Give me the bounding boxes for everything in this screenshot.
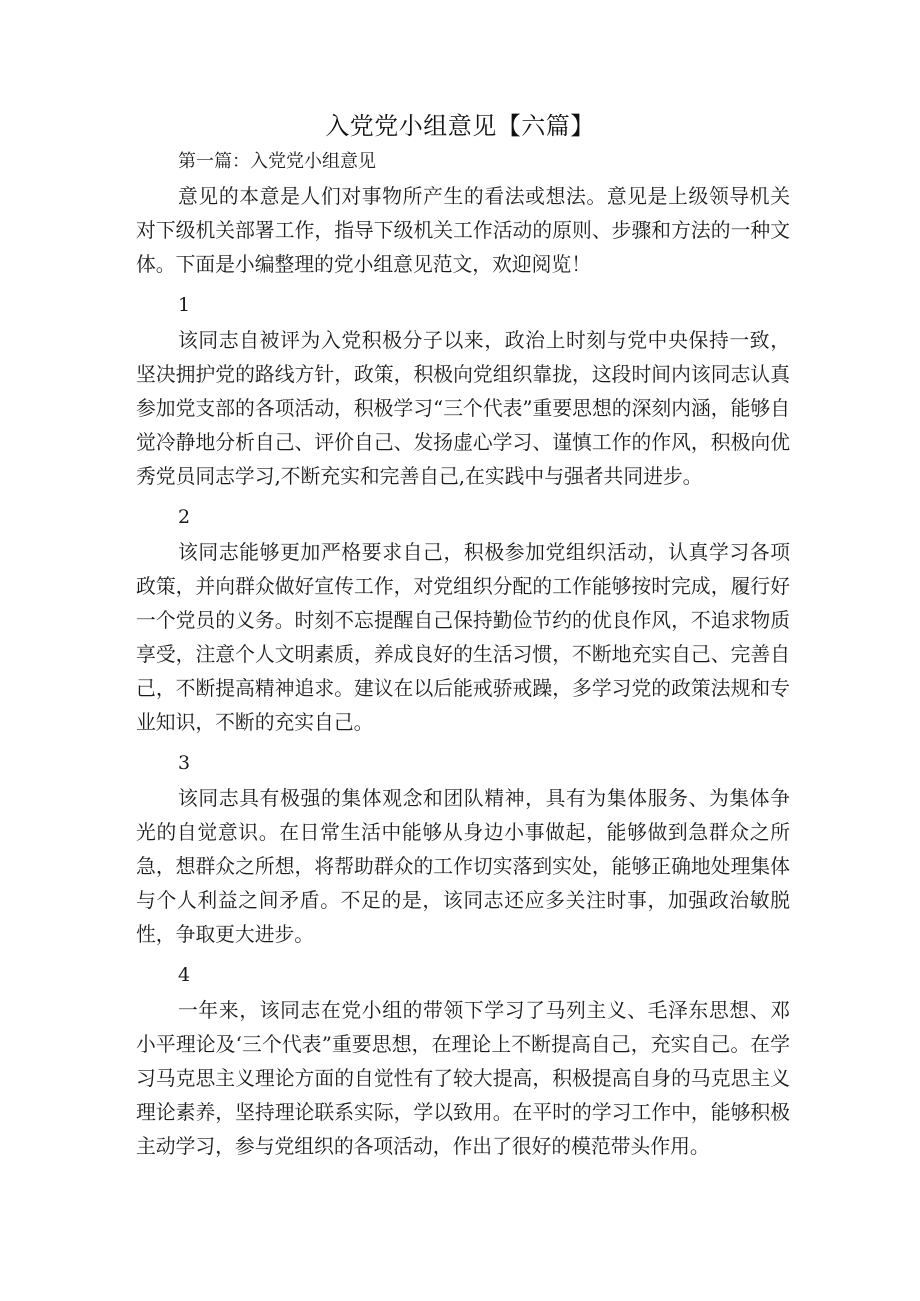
section-number: 2 <box>178 506 191 528</box>
section-paragraph: 一年来，该同志在党小组的带领下学习了马列主义、毛泽东思想、邓小平理论及‘三个代表”重要思想，在理论上不断提高自己，充实自己。在学习马克思主义理论方面的自觉性有了较大提高，积极提高自身的马克思主义理论素养，坚持理论联系实际，学以致用。在平时的学习工作中，能够积极主动学习，参与党组织的各项活动，作出了很好的模范带头作用。 <box>136 999 790 1158</box>
section-paragraph: 该同志具有极强的集体观念和团队精神，具有为集体服务、为集体争光的自觉意识。在日常生活中能够从身边小事做起，能够做到急群众之所急，想群众之所想，将帮助群众的工作切实落到实处，能够正确地处理集体与个人利益之间矛盾。不足的是，该同志还应多关注时事，加强政治敏脱性，争取更大进步。 <box>136 787 790 946</box>
document-body <box>136 148 790 1164</box>
section-number: 1 <box>178 294 191 316</box>
section-subtitle: 第一篇：入党党小组意见 <box>178 151 376 172</box>
section-paragraph: 该同志自被评为入党积极分子以来，政治上时刻与党中央保持一致，坚决拥护党的路线方针，政策，积极向党组织靠拢，这段时间内该同志认真参加党支部的各项活动，积极学习“三个代表”重要思想的深刻内涵，能够自觉冷静地分析自己、评价自己、发扬虚心学习、谨慎工作的作风，积极向优秀党员同志学习,不断充实和完善自己,在实践中与强者共同进步。 <box>136 329 790 488</box>
section-number: 4 <box>178 964 191 986</box>
document-title: 入党党小组意见【六篇】 <box>325 112 595 140</box>
intro-paragraph: 意见的本意是人们对事物所产生的看法或想法。意见是上级领导机关对下级机关部署工作，指导下级机关工作活动的原则、步骤和方法的一种文体。下面是小编整理的党小组意见范文，欢迎阅览！ <box>136 185 790 276</box>
section-paragraph: 该同志能够更加严格要求自己，积极参加党组织活动，认真学习各项政策，并向群众做好宣传工作，对党组织分配的工作能够按时完成，履行好一个党员的义务。时刻不忘提醒自己保持勤俭节约的优良作风，不追求物质享受，注意个人文明素质，养成良好的生活习惯，不断地充实自己、完善自己，不断提高精神追求。建议在以后能戒骄戒躁，多学习党的政策法规和专业知识，不断的充实自己。 <box>136 541 790 734</box>
section-number: 3 <box>178 752 191 774</box>
